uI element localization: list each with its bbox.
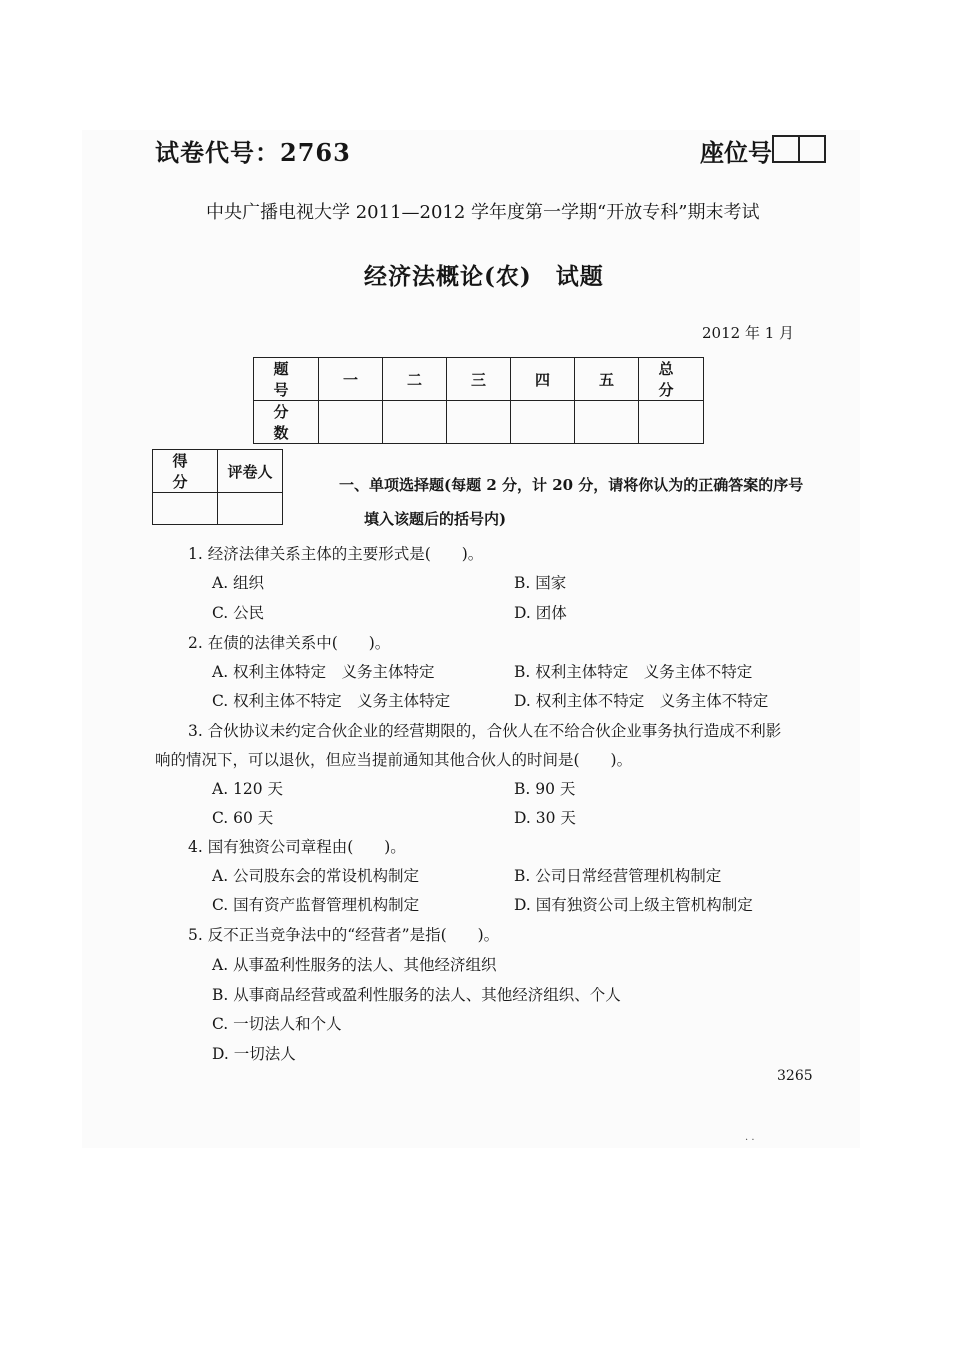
score-cell — [447, 401, 511, 444]
question-1-option-c: C. 公民 — [212, 604, 265, 622]
seat-box — [772, 135, 800, 163]
question-4-option-a: A. 公司股东会的常设机构制定 — [212, 867, 420, 885]
section-heading: 一、单项选择题(每题 2 分，计 20 分，请将你认为的正确答案的序号 — [339, 476, 804, 494]
score-cell — [383, 401, 447, 444]
section-heading-continued: 填入该题后的括号内) — [364, 510, 507, 528]
question-3-option-d: D. 30 天 — [514, 809, 576, 827]
question-1-option-a: A. 组织 — [212, 574, 265, 592]
question-4-option-c: C. 国有资产监督管理机构制定 — [212, 896, 420, 914]
question-5-option-a: A. 从事盈利性服务的法人、其他经济组织 — [212, 956, 497, 974]
question-5-option-d: D. 一切法人 — [212, 1045, 296, 1063]
question-1-option-b: B. 国家 — [514, 574, 567, 592]
score-cell — [319, 401, 383, 444]
score-cell — [639, 401, 704, 444]
question-3-option-a: A. 120 天 — [212, 780, 284, 798]
score-cell — [511, 401, 575, 444]
subject-title: 经济法概论(农) 试题 — [364, 263, 604, 290]
question-5-option-b: B. 从事商品经营或盈利性服务的法人、其他经济组织、个人 — [212, 986, 621, 1004]
score-col-3: 三 — [447, 358, 511, 401]
question-1-stem: 1. 经济法律关系主体的主要形式是( )。 — [188, 545, 484, 563]
page-number: 3265 — [777, 1068, 813, 1084]
question-3-stem-continued: 响的情况下，可以退伙，但应当提前通知其他合伙人的时间是( )。 — [155, 751, 633, 769]
scan-specks: · · — [745, 1135, 755, 1146]
grader-score-label: 得 分 — [153, 450, 218, 493]
question-4-stem: 4. 国有独资公司章程由( )。 — [188, 838, 406, 856]
question-5-stem: 5. 反不正当竞争法中的“经营者”是指( )。 — [188, 926, 500, 944]
question-2-option-d: D. 权利主体不特定 义务主体不特定 — [514, 692, 769, 710]
question-3-option-c: C. 60 天 — [212, 809, 274, 827]
question-4-option-d: D. 国有独资公司上级主管机构制定 — [514, 896, 753, 914]
score-col-total: 总 分 — [639, 358, 704, 401]
seat-number-label: 座位号 — [700, 138, 772, 167]
score-col-4: 四 — [511, 358, 575, 401]
question-2-option-a: A. 权利主体特定 义务主体特定 — [212, 663, 435, 681]
score-cell — [575, 401, 639, 444]
grader-table — [152, 449, 283, 525]
grader-score-cell — [153, 493, 218, 525]
grader-name-cell — [218, 493, 283, 525]
score-table — [253, 357, 709, 444]
score-label: 分 数 — [254, 401, 319, 444]
exam-date: 2012 年 1 月 — [702, 324, 795, 342]
score-col-5: 五 — [575, 358, 639, 401]
question-number-label: 题 号 — [254, 358, 319, 401]
school-title: 中央广播电视大学 2011—2012 学年度第一学期“开放专科”期末考试 — [206, 202, 760, 223]
question-5-option-c: C. 一切法人和个人 — [212, 1015, 342, 1033]
grader-name-label: 评卷人 — [218, 450, 283, 493]
seat-number-boxes — [774, 135, 826, 163]
paper-code: 试卷代号：2763 — [155, 138, 351, 167]
question-3-option-b: B. 90 天 — [514, 780, 576, 798]
question-2-option-b: B. 权利主体特定 义务主体不特定 — [514, 663, 753, 681]
question-2-stem: 2. 在债的法律关系中( )。 — [188, 634, 391, 652]
score-col-1: 一 — [319, 358, 383, 401]
question-3-stem: 3. 合伙协议未约定合伙企业的经营期限的，合伙人在不给合伙企业事务执行造成不利影 — [188, 722, 782, 740]
question-1-option-d: D. 团体 — [514, 604, 567, 622]
question-2-option-c: C. 权利主体不特定 义务主体特定 — [212, 692, 451, 710]
score-col-2: 二 — [383, 358, 447, 401]
seat-box — [798, 135, 826, 163]
score-table-score-row — [254, 401, 704, 444]
question-4-option-b: B. 公司日常经营管理机构制定 — [514, 867, 722, 885]
score-table-header-row — [254, 358, 704, 401]
